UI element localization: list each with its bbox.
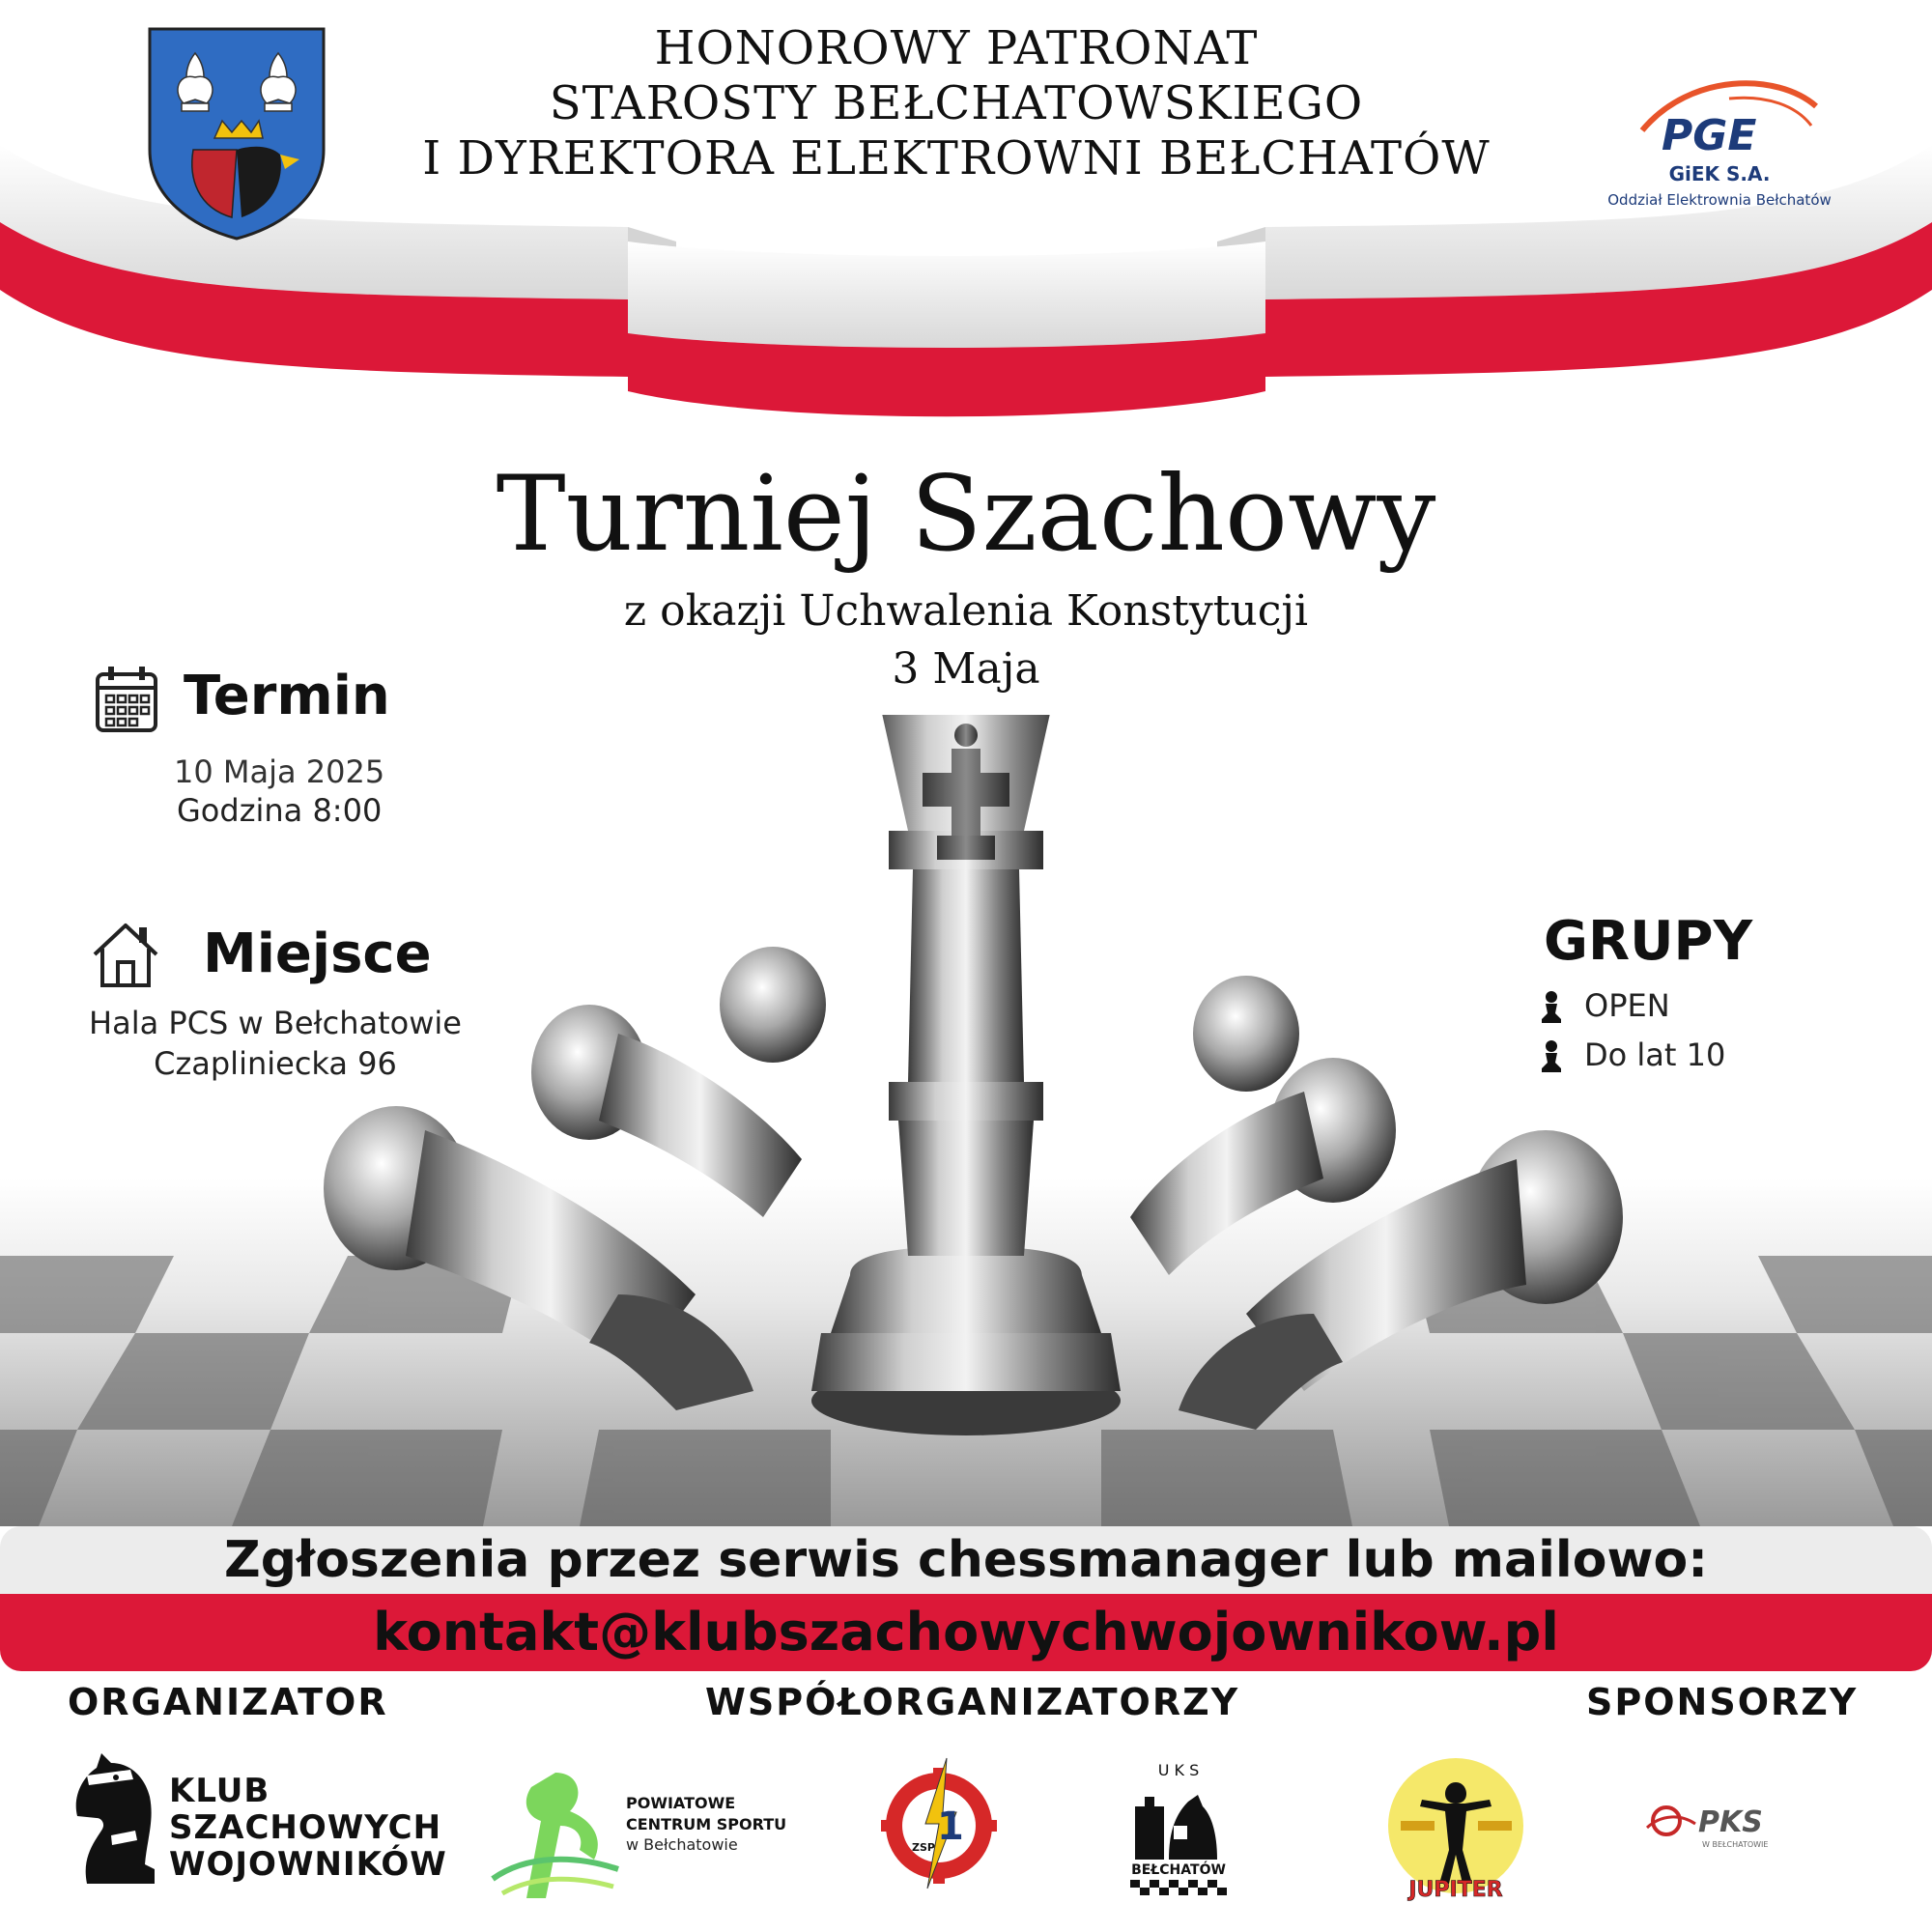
miejsce-street: Czapliniecka 96 [154,1045,397,1082]
registration-text: Zgłoszenia przez serwis chessmanager lub mailowo: [223,1531,1709,1589]
ksw-line-3: WOJOWNIKÓW [169,1845,447,1884]
pge-branch: Oddział Elektrownia Bełchatów [1607,191,1832,209]
calendar-icon [95,665,158,734]
ksw-line-1: KLUB [169,1772,270,1810]
pks-logo [1642,1797,1806,1855]
miejsce-heading: Miejsce [203,923,432,985]
termin-date: 10 Maja 2025 [174,753,385,790]
jupiter-logo [1381,1753,1531,1908]
coat-of-arms [145,24,328,242]
coorganizers-heading: WSPÓŁORGANIZATORZY [705,1681,1240,1723]
grupy-item-open: OPEN [1584,987,1670,1024]
pcs-city: w Bełchatowie [626,1835,738,1854]
pge-company: GiEK S.A. [1668,162,1771,185]
uks-letters: U K S [1157,1761,1200,1779]
king-cross [898,720,1034,865]
pge-brand: PGE [1662,111,1757,160]
grupy-item-under-10: Do lat 10 [1584,1037,1726,1073]
house-icon [89,920,162,989]
uks-logo [1121,1758,1236,1898]
event-subtitle-line-2: 3 Maja [892,644,1040,694]
pawn-icon [1538,1039,1565,1072]
zsp-mark: ZSP [912,1841,935,1854]
ksw-name [169,1773,447,1883]
pks-sub: W BEŁCHATOWIE [1702,1840,1769,1849]
grupy-heading: GRUPY [1544,910,1753,973]
pawn-icon [1538,990,1565,1023]
patronage-line-3: I DYREKTORA ELEKTROWNI BEŁCHATÓW [422,131,1491,185]
uks-city: BEŁCHATÓW [1131,1862,1226,1878]
pcs-name [626,1793,786,1835]
pks-name: PKS [1698,1805,1763,1839]
patronage-line-1: HONOROWY PATRONAT [654,21,1259,75]
knight-logo [58,1748,174,1893]
event-subtitle-line-1: z okazji Uchwalenia Konstytucji [623,586,1309,636]
organizer-heading: ORGANIZATOR [68,1681,388,1723]
svg-text:1: 1 [937,1804,964,1849]
patronage-text [367,21,1546,186]
miejsce-venue: Hala PCS w Bełchatowie [89,1005,462,1041]
patronage-line-2: STAROSTY BEŁCHATOWSKIEGO [549,76,1364,130]
ksw-line-2: SZACHOWYCH [169,1808,442,1847]
pcs-line-2: CENTRUM SPORTU [626,1815,787,1833]
event-title: Turniej Szachowy [496,454,1436,575]
pcs-line-1: POWIATOWE [626,1794,736,1812]
jupiter-name: JUPITER [1408,1878,1503,1902]
zsp-logo [879,1748,1000,1893]
registration-email[interactable]: kontakt@klubszachowychwojownikow.pl [373,1602,1559,1662]
termin-heading: Termin [184,665,390,727]
pcs-logo [488,1763,623,1903]
sponsors-heading: SPONSORZY [1586,1681,1859,1723]
termin-time: Godzina 8:00 [177,792,383,829]
